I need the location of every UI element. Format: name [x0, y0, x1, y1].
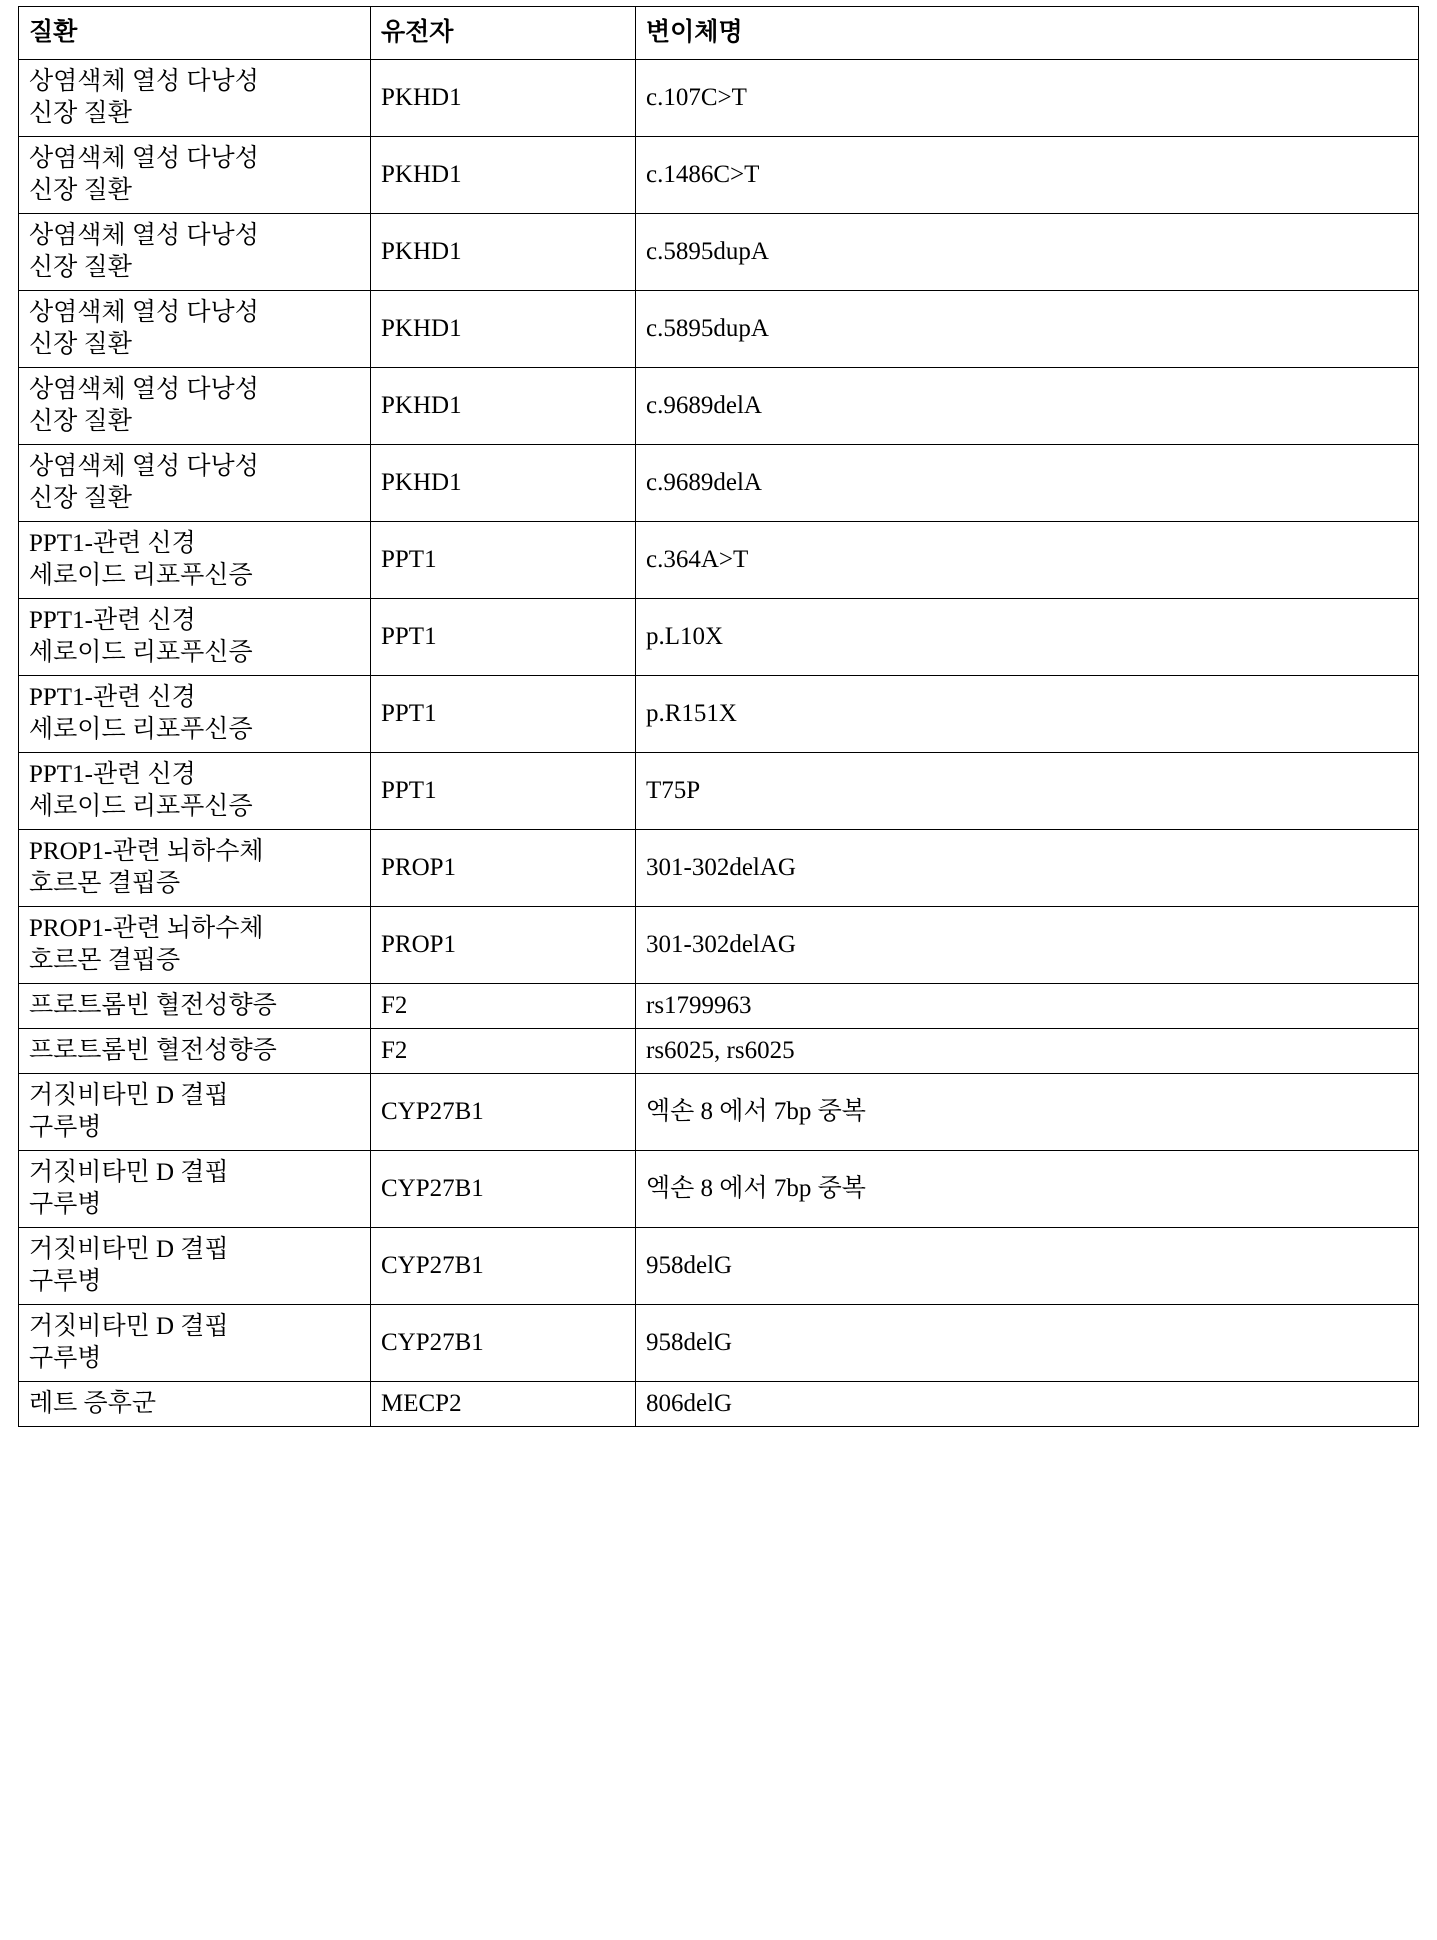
disease-line-2: 호르몬 결핍증 — [29, 947, 181, 974]
cell-variant: 엑손 8 에서 7bp 중복 — [636, 1151, 1419, 1228]
cell-disease — [19, 1305, 371, 1382]
cell-variant: 806delG — [636, 1382, 1419, 1427]
cell-variant: 301-302delAG — [636, 830, 1419, 907]
disease-line-2: 신장 질환 — [29, 254, 132, 281]
disease-line-1: 상염색체 열성 다낭성 — [29, 453, 259, 480]
cell-variant: c.364A>T — [636, 522, 1419, 599]
table-row — [19, 907, 1419, 984]
cell-variant: c.5895dupA — [636, 214, 1419, 291]
cell-gene: CYP27B1 — [371, 1151, 636, 1228]
cell-disease — [19, 1228, 371, 1305]
cell-gene: PKHD1 — [371, 368, 636, 445]
cell-gene: PKHD1 — [371, 445, 636, 522]
table-row — [19, 676, 1419, 753]
cell-gene: CYP27B1 — [371, 1228, 636, 1305]
disease-line-1: PPT1-관련 신경 — [29, 530, 196, 557]
cell-disease — [19, 676, 371, 753]
cell-variant: 엑손 8 에서 7bp 중복 — [636, 1074, 1419, 1151]
cell-gene: PKHD1 — [371, 60, 636, 137]
cell-disease — [19, 368, 371, 445]
disease-line-2: 구루병 — [29, 1114, 102, 1141]
cell-variant: p.R151X — [636, 676, 1419, 753]
table-header — [19, 7, 1419, 60]
table-row — [19, 291, 1419, 368]
cell-gene: PROP1 — [371, 830, 636, 907]
cell-disease — [19, 599, 371, 676]
disease-line-1: 상염색체 열성 다낭성 — [29, 299, 259, 326]
cell-gene: PKHD1 — [371, 214, 636, 291]
cell-gene: PROP1 — [371, 907, 636, 984]
disease-line-2: 신장 질환 — [29, 177, 132, 204]
cell-variant: 958delG — [636, 1228, 1419, 1305]
disease-line-1: PROP1-관련 뇌하수체 — [29, 838, 264, 865]
table-row — [19, 984, 1419, 1029]
cell-variant: c.5895dupA — [636, 291, 1419, 368]
cell-disease — [19, 830, 371, 907]
table-row — [19, 753, 1419, 830]
cell-disease — [19, 1029, 371, 1074]
cell-disease — [19, 445, 371, 522]
table-row — [19, 1151, 1419, 1228]
disease-line-1: 거짓비타민 D 결핍 — [29, 1159, 229, 1186]
cell-gene: F2 — [371, 984, 636, 1029]
disease-line-1: 레트 증후군 — [29, 1390, 157, 1417]
disease-line-2: 호르몬 결핍증 — [29, 870, 181, 897]
cell-variant: rs6025, rs6025 — [636, 1029, 1419, 1074]
disease-line-1: 상염색체 열성 다낭성 — [29, 376, 259, 403]
disease-line-2: 세로이드 리포푸신증 — [29, 716, 253, 743]
table-row — [19, 1029, 1419, 1074]
cell-variant: c.1486C>T — [636, 137, 1419, 214]
table-row — [19, 1228, 1419, 1305]
disease-line-1: 거짓비타민 D 결핍 — [29, 1313, 229, 1340]
table-row — [19, 1382, 1419, 1427]
disease-line-1: PPT1-관련 신경 — [29, 607, 196, 634]
table-row — [19, 137, 1419, 214]
cell-disease — [19, 522, 371, 599]
cell-variant: rs1799963 — [636, 984, 1419, 1029]
disease-line-2: 신장 질환 — [29, 100, 132, 127]
cell-disease — [19, 1074, 371, 1151]
table-row — [19, 522, 1419, 599]
cell-disease — [19, 753, 371, 830]
disease-line-2: 세로이드 리포푸신증 — [29, 793, 253, 820]
disease-line-2: 세로이드 리포푸신증 — [29, 639, 253, 666]
cell-gene: MECP2 — [371, 1382, 636, 1427]
cell-disease — [19, 291, 371, 368]
disease-line-1: 상염색체 열성 다낭성 — [29, 68, 259, 95]
cell-gene: PPT1 — [371, 676, 636, 753]
disease-line-2: 구루병 — [29, 1345, 102, 1372]
cell-variant: 301-302delAG — [636, 907, 1419, 984]
cell-variant: T75P — [636, 753, 1419, 830]
cell-gene: PPT1 — [371, 599, 636, 676]
table-header-row — [19, 7, 1419, 60]
cell-variant: c.9689delA — [636, 368, 1419, 445]
disease-line-1: PPT1-관련 신경 — [29, 761, 196, 788]
disease-line-2: 구루병 — [29, 1268, 102, 1295]
column-header-gene: 유전자 — [371, 7, 636, 60]
table-row — [19, 214, 1419, 291]
cell-variant: 958delG — [636, 1305, 1419, 1382]
disease-line-1: 프로트롬빈 혈전성향증 — [29, 1037, 277, 1064]
table-row — [19, 830, 1419, 907]
cell-variant: c.107C>T — [636, 60, 1419, 137]
disease-line-2: 신장 질환 — [29, 331, 132, 358]
table-body — [19, 60, 1419, 1427]
disease-line-1: PPT1-관련 신경 — [29, 684, 196, 711]
cell-disease — [19, 907, 371, 984]
table-row — [19, 1074, 1419, 1151]
cell-disease — [19, 1151, 371, 1228]
cell-gene: F2 — [371, 1029, 636, 1074]
cell-disease — [19, 984, 371, 1029]
cell-disease — [19, 60, 371, 137]
disease-line-1: PROP1-관련 뇌하수체 — [29, 915, 264, 942]
table-row — [19, 445, 1419, 522]
column-header-variant: 변이체명 — [636, 7, 1419, 60]
disease-line-1: 상염색체 열성 다낭성 — [29, 222, 259, 249]
disease-line-1: 프로트롬빈 혈전성향증 — [29, 992, 277, 1019]
disease-line-2: 세로이드 리포푸신증 — [29, 562, 253, 589]
disease-line-2: 신장 질환 — [29, 485, 132, 512]
table-row — [19, 1305, 1419, 1382]
cell-gene: CYP27B1 — [371, 1074, 636, 1151]
disease-line-1: 거짓비타민 D 결핍 — [29, 1082, 229, 1109]
cell-variant: c.9689delA — [636, 445, 1419, 522]
disease-line-1: 거짓비타민 D 결핍 — [29, 1236, 229, 1263]
column-header-disease: 질환 — [19, 7, 371, 60]
cell-disease — [19, 1382, 371, 1427]
cell-gene: PKHD1 — [371, 137, 636, 214]
disease-line-1: 상염색체 열성 다낭성 — [29, 145, 259, 172]
cell-gene: CYP27B1 — [371, 1305, 636, 1382]
table-row — [19, 368, 1419, 445]
cell-gene: PKHD1 — [371, 291, 636, 368]
cell-gene: PPT1 — [371, 522, 636, 599]
cell-disease — [19, 137, 371, 214]
cell-gene: PPT1 — [371, 753, 636, 830]
table-row — [19, 599, 1419, 676]
variant-table — [18, 6, 1419, 1427]
cell-disease — [19, 214, 371, 291]
disease-line-2: 신장 질환 — [29, 408, 132, 435]
cell-variant: p.L10X — [636, 599, 1419, 676]
table-row — [19, 60, 1419, 137]
disease-line-2: 구루병 — [29, 1191, 102, 1218]
